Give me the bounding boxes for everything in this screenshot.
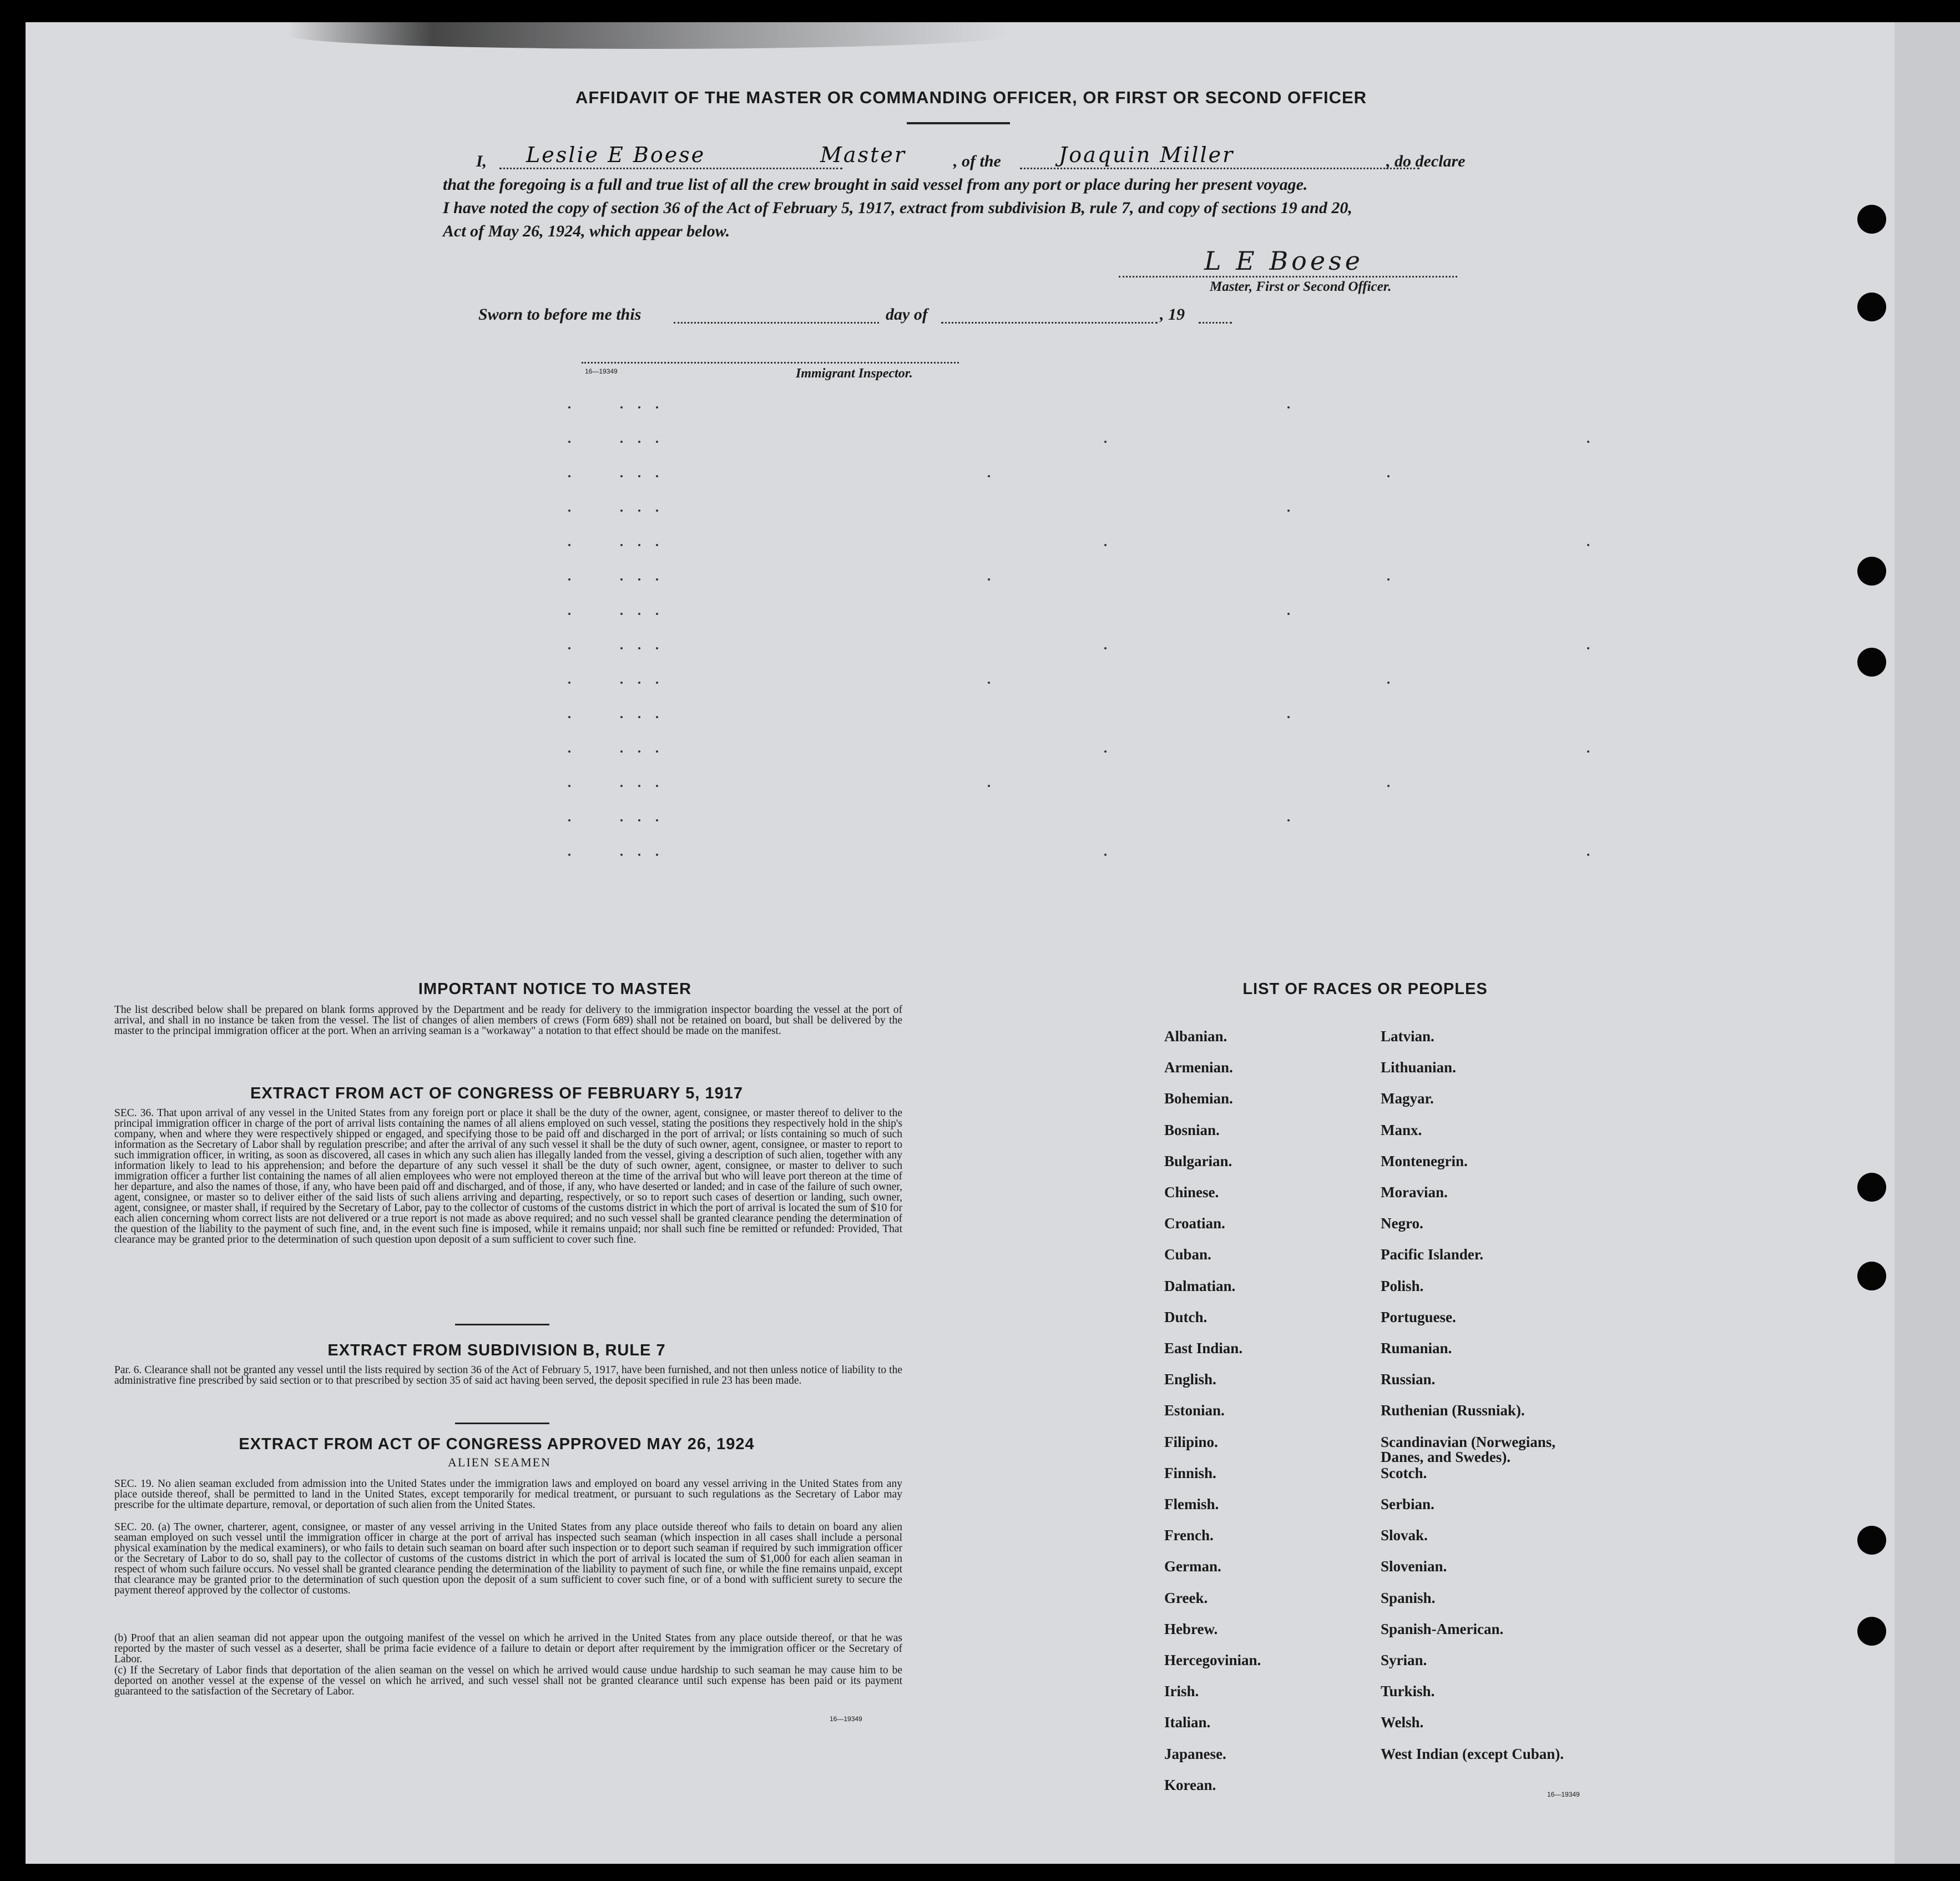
race-item: Moravian. (1381, 1184, 1448, 1201)
dot-mark (638, 785, 640, 787)
race-item: Turkish. (1381, 1683, 1435, 1700)
race-item: Irish. (1164, 1683, 1199, 1700)
race-item: Magyar. (1381, 1090, 1434, 1107)
race-item: Spanish. (1381, 1590, 1436, 1606)
inspector-label: Immigrant Inspector. (796, 366, 913, 381)
dot-mark (1287, 716, 1290, 718)
race-item: Bosnian. (1164, 1122, 1220, 1138)
dot-mark (656, 716, 658, 718)
dot-mark (568, 441, 570, 443)
extract-1917-title: EXTRACT FROM ACT OF CONGRESS OF FEBRUARY 5, 1917 (250, 1085, 744, 1102)
race-item: Finnish. (1164, 1465, 1216, 1481)
affidavit-line-1 (443, 143, 1481, 173)
race-item: Manx. (1381, 1122, 1422, 1138)
dot-mark (1587, 544, 1589, 546)
dot-mark (568, 819, 570, 821)
affidavit-line-2: that the foregoing is a full and true list of all the crew brought in said vessel from any port or place during her present voyage. (443, 175, 1308, 194)
dot-mark (568, 510, 570, 512)
race-item: East Indian. (1164, 1340, 1243, 1356)
dot-mark (1287, 819, 1290, 821)
signature-dotted-line (1119, 276, 1457, 278)
dot-mark (620, 544, 623, 546)
extract-1924-sec20c: (c) If the Secretary of Labor finds that deportation of the alien seaman on the vessel on which he arrived would cause undue hardship to such seaman he may cause him to be deported on another vessel at the expense of the vessel on which he arrived, and such vessel shall not be granted clearance until such expense has been paid or its payment guaranteed to the satisfaction of the Secretary of Labor. (114, 1665, 902, 1697)
dot-mark (620, 647, 623, 649)
race-item: Russian. (1381, 1371, 1436, 1388)
punch-hole (1857, 648, 1886, 677)
dot-mark (656, 475, 658, 477)
vessel-name-handwritten: Joaquin Miller (1059, 143, 1235, 167)
dot-mark (620, 819, 623, 821)
extract-rule7-title: EXTRACT FROM SUBDIVISION B, RULE 7 (327, 1342, 666, 1359)
dot-mark (620, 475, 623, 477)
dot-mark (620, 510, 623, 512)
race-item: Slovenian. (1381, 1558, 1447, 1575)
race-item: Polish. (1381, 1278, 1424, 1294)
inspector-form-code: 16—19349 (585, 367, 618, 375)
punch-hole (1857, 293, 1886, 321)
dot-mark (1104, 544, 1107, 546)
race-item: Spanish-American. (1381, 1621, 1504, 1637)
notice-body: The list described below shall be prepared on blank forms approved by the Department and be ready for delivery to the immigration inspector boarding the vessel at the port of arrival, and shall in no instance be taken from the vessel. The list of changes of alien members of crews (Form 689) shall not be retained on board, but shall be delivered by the master to the principal immigration officer at the port. When an arriving seaman is a "workaway" a notation to that effect should be made on the manifest. (114, 1004, 902, 1037)
dot-mark (568, 785, 570, 787)
dot-mark (988, 578, 990, 581)
dot-mark (1104, 854, 1107, 856)
dot-mark (1587, 441, 1589, 443)
race-item: Bulgarian. (1164, 1153, 1232, 1169)
master-title-handwritten: Master (820, 143, 906, 167)
dot-mark (656, 544, 658, 546)
dot-mark (1287, 510, 1290, 512)
master-name-handwritten: Leslie E Boese (526, 143, 706, 167)
race-item: Pacific Islander. (1381, 1246, 1483, 1263)
races-title: LIST OF RACES OR PEOPLES (1242, 980, 1488, 998)
dot-mark (1104, 441, 1107, 443)
dot-mark (1287, 406, 1290, 409)
race-item: Welsh. (1381, 1714, 1424, 1731)
race-item: Albanian. (1164, 1028, 1227, 1045)
title-rule (907, 122, 1010, 124)
race-item: Croatian. (1164, 1215, 1225, 1232)
dot-mark (638, 682, 640, 684)
dot-mark (1104, 750, 1107, 753)
notice-title: IMPORTANT NOTICE TO MASTER (418, 980, 692, 998)
race-item: Dalmatian. (1164, 1278, 1236, 1294)
race-item: Italian. (1164, 1714, 1211, 1731)
race-item: Ruthenian (Russniak). (1381, 1402, 1525, 1419)
signature-caption: Master, First or Second Officer. (1210, 279, 1392, 294)
punch-hole (1857, 557, 1886, 586)
dot-mark (620, 785, 623, 787)
dot-mark (638, 406, 640, 409)
race-item: Serbian. (1381, 1496, 1434, 1512)
section-rule (455, 1423, 549, 1424)
race-item: Bohemian. (1164, 1090, 1233, 1107)
dot-mark (1387, 475, 1390, 477)
race-item: English. (1164, 1371, 1216, 1388)
race-item: Latvian. (1381, 1028, 1434, 1045)
dot-mark (568, 406, 570, 409)
punch-hole (1857, 1173, 1886, 1202)
dot-mark (1587, 750, 1589, 753)
race-item: Hercegovinian. (1164, 1652, 1261, 1668)
scan-smudge (289, 22, 1010, 49)
dot-mark (656, 750, 658, 753)
race-item: Negro. (1381, 1215, 1423, 1232)
race-item: Hebrew. (1164, 1621, 1218, 1637)
dot-mark (568, 854, 570, 856)
race-item: Flemish. (1164, 1496, 1219, 1512)
dot-mark (568, 682, 570, 684)
extract-1924-sec20b: (b) Proof that an alien seaman did not appear upon the outgoing manifest of the vessel on which he arrived in the United States from any place outside thereof, or that he was reported by the master of such vessel as a deserter, shall be prima facie evidence of a failure to detain or deport after requirement by the immigration officer or the Secretary of Labor. (114, 1632, 902, 1665)
dot-mark (656, 406, 658, 409)
dot-mark (568, 544, 570, 546)
race-item: French. (1164, 1527, 1214, 1544)
notice-form-code: 16—19349 (830, 1715, 862, 1723)
dot-mark (620, 750, 623, 753)
race-item: Korean. (1164, 1777, 1216, 1793)
punch-hole (1857, 1617, 1886, 1646)
dot-mark (620, 682, 623, 684)
punch-hole (1857, 1526, 1886, 1555)
dot-mark (638, 819, 640, 821)
extract-1917-body: SEC. 36. That upon arrival of any vessel in the United States from any foreign port or place it shall be the duty of the owner, agent, consignee, or master thereof to deliver to the principal immigration officer in charge of the port of arrival lists containing the names of all aliens employed on such vessel, stating the positions they respectively hold in the ship's company, when and where they were respectively shipped or engaged, and specifying those to be paid off and discharged in the port of arrival; or lists containing so much of such information as the Secretary of Labor shall by regulation prescribe; and after the arrival of any such vessel it shall be the duty of such owner, agent, consignee, or master to report to such immigration officer, in writing, as soon as discovered, all cases in which any such alien has illegally landed from the vessel, giving a description of such alien, together with any information likely to lead to his apprehension; and before the departure of any such vessel it shall be the duty of such owner, agent, consignee, or master to deliver to such immigration officer a further list containing the names of all alien employees who were not employed thereon at the time of the arrival but who will leave port thereon at the time of her departure, and also the names of those, if any, who have been paid off and discharged, and of those, if any, who have deserted or landed; and in case of the failure of such owner, agent, consignee, or master so to deliver either of the said lists of such aliens arriving and departing, respectively, or so to report such cases of desertion or landing, such owner, agent, consignee, or master shall, if required by the Secretary of Labor, pay to the collector of customs of the customs district in which the port of arrival is located the sum of $10 for each alien concerning whom correct lists are not delivered or a true report is not made as above required; and no such vessel shall be granted clearance pending the determination of the question of the liability to the payment of such fine, and, in the event such fine is imposed, while it remains unpaid; nor shall such fine be remitted or refunded: Provided, That clearance may be granted prior to the determination of such question upon deposit of a sum sufficient to cover such fine. (114, 1107, 902, 1245)
race-item: Rumanian. (1381, 1340, 1452, 1356)
dot-mark (656, 578, 658, 581)
race-item: Chinese. (1164, 1184, 1219, 1201)
race-item: Scandinavian (Norwegians, (1381, 1434, 1556, 1450)
day-of-label: day of (886, 305, 928, 324)
race-item: Armenian. (1164, 1059, 1233, 1076)
dot-mark (988, 785, 990, 787)
race-item: Danes, and Swedes). (1381, 1449, 1511, 1465)
race-item: Cuban. (1164, 1246, 1211, 1263)
dot-mark (620, 406, 623, 409)
dot-mark (656, 682, 658, 684)
dot-mark (638, 613, 640, 615)
sworn-label: Sworn to before me this (478, 305, 641, 324)
dot-mark (1387, 785, 1390, 787)
race-item: Portuguese. (1381, 1309, 1456, 1325)
sworn-month-dotted-line (941, 322, 1158, 324)
extract-rule7-body: Par. 6. Clearance shall not be granted any vessel until the lists required by section 36 of the Act of February 5, 1917, have been furnished, and not then unless notice of liability to the administrative fine prescribed by said section or to that prescribed by section 35 of said act having been served, the deposit specified in rule 23 has been made. (114, 1364, 902, 1386)
dot-mark (568, 475, 570, 477)
dot-mark (638, 854, 640, 856)
dot-mark (656, 613, 658, 615)
dot-mark (568, 613, 570, 615)
dot-mark (638, 510, 640, 512)
extract-1924-sec19: SEC. 19. No alien seaman excluded from admission into the United States under the immigration laws and employed on board any vessel arriving in the United States from any place outside thereof, shall be permitted to land in the United States, except temporarily for medical treatment, or pursuant to such regulations as the Secretary of Labor may prescribe for the ultimate departure, removal, or deportation of such alien from the United States. (114, 1478, 902, 1511)
dot-mark (1287, 613, 1290, 615)
dot-mark (638, 578, 640, 581)
dot-mark (620, 613, 623, 615)
race-item: West Indian (except Cuban). (1381, 1746, 1564, 1762)
dot-mark (656, 819, 658, 821)
races-form-code: 16—19349 (1547, 1791, 1580, 1798)
sworn-date-dotted-line (674, 322, 879, 324)
year-label: , 19 (1160, 305, 1185, 324)
race-item: Montenegrin. (1381, 1153, 1468, 1169)
race-item: Dutch. (1164, 1309, 1208, 1325)
dot-mark (568, 578, 570, 581)
dot-mark (1587, 647, 1589, 649)
affidavit-line-4: Act of May 26, 1924, which appear below. (443, 222, 730, 240)
dot-mark (638, 475, 640, 477)
dot-mark (656, 785, 658, 787)
section-rule (455, 1324, 549, 1325)
dot-mark (638, 716, 640, 718)
dot-mark (988, 475, 990, 477)
declare-label: , do declare (1386, 152, 1466, 170)
dot-mark (656, 441, 658, 443)
race-item: Syrian. (1381, 1652, 1427, 1668)
affidavit-i-label: I, (476, 152, 487, 170)
vessel-dotted-line (1020, 168, 1420, 169)
dot-mark (1104, 647, 1107, 649)
dot-mark (620, 716, 623, 718)
alien-seamen-subtitle: ALIEN SEAMEN (448, 1455, 551, 1469)
race-item: Filipino. (1164, 1434, 1218, 1450)
of-the-label: , of the (953, 152, 1001, 170)
dot-mark (638, 441, 640, 443)
dot-mark (568, 716, 570, 718)
dot-mark (656, 647, 658, 649)
officer-signature: L E Boese (1204, 246, 1363, 276)
affidavit-paragraph (443, 143, 1481, 243)
dot-mark (1387, 682, 1390, 684)
dot-mark (638, 647, 640, 649)
dot-mark (656, 854, 658, 856)
dot-mark (620, 854, 623, 856)
race-item: Japanese. (1164, 1746, 1226, 1762)
dot-mark (656, 510, 658, 512)
race-item: Scotch. (1381, 1465, 1427, 1481)
race-item: Lithuanian. (1381, 1059, 1456, 1076)
dot-mark (638, 750, 640, 753)
scan-edge-strip (1895, 22, 1960, 1864)
dot-mark (568, 750, 570, 753)
punch-hole (1857, 205, 1886, 234)
dot-mark (1387, 578, 1390, 581)
dot-mark (638, 544, 640, 546)
extract-1924-sec20a: SEC. 20. (a) The owner, charterer, agent, consignee, or master of any vessel arriving in the United States from any place outside thereof who fails to detain on board any alien seaman employed on such vessel until the immigration officer in charge at the port of arrival has inspected such seaman (which inspection in all cases shall include a personal physical examination by the medical examiners), or who fails to detain such seaman on board after such inspection or to deport such seaman if required by such immigration officer or the Secretary of Labor to do so, shall pay to the collector of customs of the customs district in which the port of arrival is located the sum of $1,000 for each alien seaman in respect of whom such failure occurs. No vessel shall be granted clearance pending the determination of the liability to payment of such fine, or while the fine remains unpaid, except that clearance may be granted prior to the determination of such question upon the deposit of a sum sufficient to cover such fine, or of a bond with sufficient surety to secure the payment thereof approved by the collector of customs. (114, 1521, 902, 1596)
race-item: German. (1164, 1558, 1221, 1575)
dot-mark (988, 682, 990, 684)
punch-hole (1857, 1262, 1886, 1290)
year-dotted-line (1199, 322, 1232, 324)
affidavit-title: AFFIDAVIT OF THE MASTER OR COMMANDING OFFICER, OR FIRST OR SECOND OFFICER (575, 88, 1367, 107)
dot-mark (568, 647, 570, 649)
dot-mark (1587, 854, 1589, 856)
race-item: Estonian. (1164, 1402, 1225, 1419)
name-dotted-line (499, 168, 842, 169)
dot-mark (620, 578, 623, 581)
inspector-dotted-line (582, 362, 959, 364)
dot-mark (620, 441, 623, 443)
extract-1924-title: EXTRACT FROM ACT OF CONGRESS APPROVED MAY 26, 1924 (239, 1435, 755, 1453)
race-item: Greek. (1164, 1590, 1208, 1606)
affidavit-line-3: I have noted the copy of section 36 of the Act of February 5, 1917, extract from subdivision B, rule 7, and copy of sections 19 and 20, (443, 199, 1352, 217)
race-item: Slovak. (1381, 1527, 1428, 1544)
